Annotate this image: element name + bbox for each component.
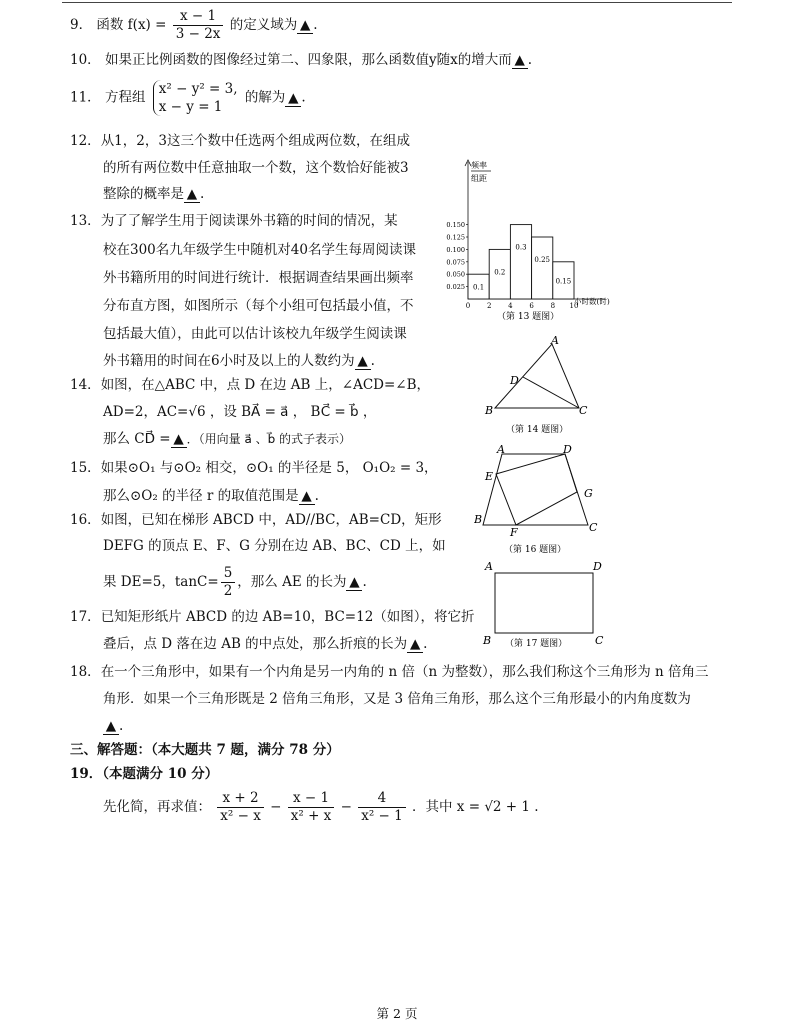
q14-line3a: 那么 CD⃗ =	[103, 431, 171, 447]
label-c: C	[589, 521, 598, 534]
q19-post: ．其中 x = √2 + 1 .	[412, 798, 539, 815]
question-9	[70, 8, 318, 43]
q10-number: 10．	[70, 52, 101, 68]
segment-cd	[523, 377, 579, 408]
histogram-x-tick-label: 4	[508, 302, 513, 310]
label-d: D	[510, 374, 519, 387]
q17-line2	[103, 636, 427, 653]
q10-text: 如果正比例函数的图像经过第二、四象限，那么函数值y随x的增大而	[104, 52, 512, 68]
q16-frac-d: 2	[223, 582, 233, 599]
q11-eq1: x² − y² = 3,	[158, 81, 238, 97]
q19-f1n: x + 2	[217, 790, 264, 808]
q9-pre: 函数 f(x) =	[96, 16, 167, 33]
q19-op2: −	[340, 798, 352, 815]
histogram-bar-label: 0.2	[494, 268, 506, 277]
histogram-ylabel-top: 频率	[471, 161, 487, 170]
q13-number: 13．	[70, 213, 101, 229]
top-rule	[62, 2, 732, 3]
page-footer: 第 2 页	[376, 1006, 418, 1021]
q16-line3b: ，那么 AE 的长为	[237, 573, 347, 590]
q11-post: 的解为	[244, 89, 286, 106]
question-17	[70, 609, 475, 625]
answer-blank[interactable]: ▲	[299, 488, 315, 505]
q16-line3	[103, 565, 367, 600]
q16-line1: 如图，已知在梯形 ABCD 中，AD//BC，AB=CD，矩形	[100, 512, 442, 528]
q11-end: .	[301, 89, 306, 106]
q12-number: 12．	[70, 133, 101, 149]
q13-line4: 分布直方图，如图所示（每个小组可包括最小值，不	[103, 298, 414, 314]
q15-line1: 如果⊙O₁ 与⊙O₂ 相交，⊙O₁ 的半径是 5， O₁O₂ = 3，	[100, 460, 438, 476]
label-b: B	[485, 404, 494, 417]
q12-line1: 从1，2，3这三个数中任选两个组成两位数，在组成	[100, 133, 410, 149]
q19-frac2	[288, 790, 335, 825]
q16-frac-n: 5	[221, 565, 236, 583]
histogram-x-tick-label: 0	[465, 302, 471, 310]
q16-fraction	[221, 565, 236, 600]
question-18	[70, 664, 708, 680]
histogram-y-tick-label: 0.125	[446, 233, 465, 242]
figure-13-caption: （第 13 题图）	[497, 312, 560, 322]
q12-end: .	[200, 186, 205, 202]
q19-frac3	[358, 790, 406, 825]
answer-blank[interactable]: ▲	[285, 90, 301, 107]
q15-line2a: 那么⊙O₂ 的半径 r 的取值范围是	[103, 488, 299, 504]
answer-blank[interactable]: ▲	[407, 636, 423, 653]
figure-14-caption: （第 14 题图）	[506, 425, 569, 435]
answer-blank[interactable]: ▲	[171, 431, 187, 448]
triangle-abc	[495, 344, 579, 408]
label-a: A	[497, 443, 505, 456]
answer-blank[interactable]: ▲	[346, 574, 362, 591]
label-a: A	[485, 560, 493, 573]
q11-eq2: x − y = 1	[158, 99, 223, 116]
label-b: B	[483, 634, 492, 647]
q11-equation-system	[153, 80, 238, 116]
q18-line2: 角形．如果一个三角形既是 2 倍角三角形，又是 3 倍角三角形，那么这个三角形最小的内角度数为	[103, 691, 691, 707]
q19-f3d: x² − 1	[361, 807, 403, 824]
q10-end: .	[527, 52, 533, 68]
triangle-figure-14	[478, 332, 598, 438]
q14-number: 14．	[70, 377, 101, 393]
q17-end: .	[423, 636, 428, 652]
q13-line3: 外书籍所用的时间进行统计．根据调查结果画出频率	[103, 270, 414, 286]
label-d: D	[563, 443, 572, 456]
trapezoid-figure-16	[474, 440, 608, 560]
q13-line2: 校在300名九年级学生中随机对40名学生每周阅读课	[103, 242, 416, 258]
q16-end: .	[362, 573, 367, 590]
figure-16-caption: （第 16 题图）	[504, 545, 567, 555]
q13-line6	[103, 353, 375, 370]
histogram-figure-13	[440, 158, 620, 328]
label-b: B	[474, 513, 483, 526]
q16-line3a: 果 DE=5，tanC=	[103, 573, 219, 590]
answer-blank[interactable]: ▲	[355, 353, 371, 370]
q13-line1: 为了了解学生用于阅读课外书籍的时间的情况，某	[100, 213, 398, 229]
q15-end: .	[314, 488, 319, 504]
question-11	[70, 80, 306, 116]
q14-line1: 如图，在△ABC 中，点 D 在边 AB 上，∠ACD=∠B，	[100, 377, 431, 393]
q12-line3-text: 整除的概率是	[103, 186, 184, 202]
label-f: F	[510, 526, 518, 539]
q13-line5: 包括最大值），由此可以估计该校九年级学生阅读课	[103, 326, 407, 342]
q15-number: 15．	[70, 460, 101, 476]
histogram-y-tick-label: 0.075	[446, 258, 465, 267]
figure-17-caption: （第 17 题图）	[505, 639, 568, 648]
question-19-header	[70, 766, 218, 782]
q9-numerator: x − 1	[173, 8, 224, 26]
histogram-bar	[532, 237, 553, 299]
q15-line2	[103, 488, 319, 505]
q17-line2a: 叠后，点 D 落在边 AB 的中点处，那么折痕的长为	[103, 636, 408, 652]
q18-line1: 在一个三角形中，如果有一个内角是另一内角的 n 倍（n 为整数），那么我们称这个三角形为 n 倍角三	[100, 664, 709, 680]
q19-pre: 先化简，再求值：	[103, 798, 211, 815]
q17-number: 17．	[70, 609, 101, 625]
label-e: E	[485, 470, 494, 483]
q9-number: 9．	[70, 16, 93, 33]
q12-line3	[103, 186, 204, 203]
answer-blank[interactable]: ▲	[184, 186, 200, 203]
q12-line2: 的所有两位数中任意抽取一个数，这个数恰好能被3	[103, 160, 409, 176]
q9-fraction	[173, 8, 224, 43]
q9-denominator: 3 − 2x	[175, 25, 221, 42]
histogram-y-tick-label: 0.025	[446, 283, 465, 292]
q14-line3b: ．（用向量 a⃗ 、b⃗ 的式子表示）	[186, 432, 352, 446]
q19-number: 19．	[70, 766, 103, 782]
question-15	[70, 460, 438, 476]
label-c: C	[579, 404, 588, 417]
histogram-bar-label: 0.3	[515, 243, 527, 252]
q16-line2: DEFG 的顶点 E、F、G 分别在边 AB、BC、CD 上，如	[103, 538, 446, 554]
q13-end: .	[370, 353, 375, 369]
q14-line2: AD=2，AC=√6 ，设 BA⃗ = a⃗ ， BC⃗ = b⃗ ，	[103, 404, 377, 420]
histogram-bar-label: 0.25	[534, 256, 550, 264]
q19-frac1	[217, 790, 264, 825]
q19-score: （本题满分 10 分）	[102, 766, 219, 782]
histogram-x-tick-label: 6	[529, 302, 534, 310]
q9-post: 的定义域为	[229, 16, 298, 33]
q18-number: 18．	[70, 664, 101, 680]
histogram-y-tick-label: 0.150	[446, 221, 465, 230]
q19-expression	[103, 790, 539, 825]
q9-end: .	[313, 16, 318, 33]
label-g: G	[584, 487, 593, 500]
label-c: C	[595, 634, 604, 647]
question-14	[70, 377, 430, 393]
answer-blank[interactable]: ▲	[512, 52, 528, 69]
answer-blank[interactable]: ▲	[297, 17, 313, 34]
histogram-ylabel-bottom: 组距	[471, 174, 487, 183]
histogram-x-tick-label: 2	[486, 302, 492, 310]
rectangle-defg	[496, 454, 577, 525]
q18-end: .	[119, 718, 124, 734]
q19-f2n: x − 1	[288, 790, 335, 808]
histogram-x-tick-label: 8	[550, 302, 556, 310]
q11-pre: 方程组	[104, 89, 146, 106]
question-10	[70, 52, 532, 69]
q11-number: 11．	[70, 89, 101, 106]
q17-line1: 已知矩形纸片 ABCD 的边 AB=10，BC=12（如图），将它折	[100, 609, 475, 625]
histogram-xlabel: 小时数(时)	[574, 297, 610, 306]
histogram-y-tick-label: 0.100	[446, 245, 465, 254]
answer-blank[interactable]: ▲	[103, 718, 119, 735]
q19-f1d: x² − x	[220, 807, 261, 824]
question-16	[70, 512, 442, 528]
histogram-bar-label: 0.1	[473, 283, 485, 292]
q16-number: 16．	[70, 512, 101, 528]
label-a: A	[551, 334, 559, 347]
section-heading: 三、解答题：（本大题共 7 题，满分 78 分）	[70, 742, 340, 758]
histogram-bar	[510, 225, 531, 299]
rectangle-figure-17	[480, 556, 608, 648]
q18-line3	[103, 718, 123, 735]
rectangle-abcd	[495, 573, 593, 633]
q13-line6-text: 外书籍用的时间在6小时及以上的人数约为	[103, 353, 355, 369]
question-12	[70, 133, 410, 149]
q19-f3n: 4	[358, 790, 406, 808]
label-d: D	[593, 560, 602, 573]
histogram-x-tick-label: 10	[569, 302, 579, 310]
question-13	[70, 213, 398, 229]
histogram-bar-label: 0.15	[555, 277, 572, 286]
histogram-y-tick-label: 0.050	[446, 270, 465, 279]
q19-f2d: x² + x	[290, 807, 332, 824]
q19-op1: −	[270, 798, 282, 815]
q14-line3	[103, 431, 351, 448]
